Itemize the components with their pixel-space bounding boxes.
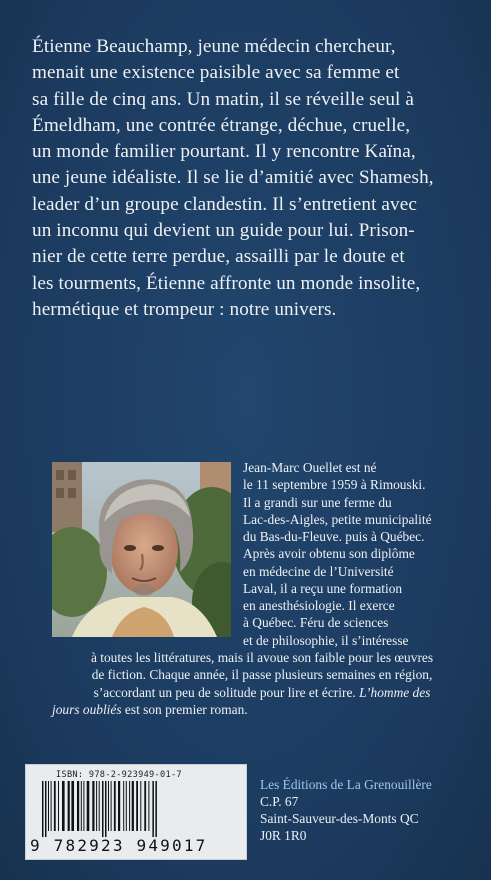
bio-line: Laval, il a reçu une formation	[243, 580, 403, 596]
barcode-bar	[155, 781, 157, 837]
barcode-bar	[45, 781, 47, 837]
isbn-digits: 9 782923 949017	[30, 836, 208, 855]
book-title: jours oubliés	[52, 701, 122, 717]
bio-line: Il a grandi sur une ferme du	[243, 494, 392, 510]
publisher-name: Les Éditions de La Grenouillère	[260, 777, 432, 792]
publisher-postal-code: J0R 1R0	[260, 828, 307, 843]
bio-line	[52, 701, 472, 718]
publisher-po-box: C.P. 67	[260, 794, 299, 809]
bio-line: en anesthésiologie. Il exerce	[243, 598, 395, 613]
barcode-bar	[58, 781, 59, 831]
barcode-bar	[77, 781, 79, 831]
bio-line: à Québec. Féru de sciences	[243, 615, 389, 631]
synopsis-line: Émeldham, une contrée étrange, déchue, cruelle,	[32, 114, 411, 136]
barcode-bar	[83, 781, 84, 831]
barcode-bar	[144, 781, 146, 831]
barcode-bar	[87, 781, 90, 831]
publisher-info	[260, 776, 480, 844]
synopsis	[32, 34, 468, 323]
synopsis-line: Étienne Beauchamp, jeune médecin chercheur,	[32, 36, 396, 57]
author-photo	[52, 462, 231, 637]
bio-line: Après avoir obtenu son diplôme	[243, 546, 415, 562]
barcode-bar	[48, 781, 49, 831]
barcode-bar	[126, 781, 127, 831]
synopsis-line: leader d’un groupe clandestin. Il s’entretient avec	[32, 193, 417, 215]
bio-text: est son premier roman.	[121, 701, 248, 717]
barcode-bar	[81, 781, 82, 831]
bio-line	[52, 684, 472, 701]
isbn-label: ISBN: 978-2-923949-01-7	[56, 770, 182, 780]
bio-line: Lac-des-Aigles, petite municipalité	[243, 511, 432, 527]
synopsis-line: menait une existence paisible avec sa femme et	[32, 62, 400, 84]
isbn-barcode	[25, 764, 247, 860]
barcode-bar	[140, 781, 141, 831]
barcode-bar	[62, 781, 65, 831]
barcode-bar	[114, 781, 116, 831]
synopsis-line: un inconnu qui devient un guide pour lui. Prison-	[32, 220, 415, 242]
barcode-bar	[54, 781, 56, 831]
barcode-bar	[68, 781, 70, 831]
author-bio-continued	[52, 649, 472, 718]
barcode-bar	[99, 781, 100, 831]
bio-line: en médecine de l’Université	[243, 563, 394, 579]
barcode-bar	[96, 781, 97, 831]
bio-line: et de philosophie, il s’intéresse	[243, 632, 409, 648]
barcode-bar	[105, 781, 107, 837]
synopsis-line: sa fille de cinq ans. Un matin, il se réveille seul à	[32, 88, 415, 110]
barcode-bars	[36, 781, 236, 837]
barcode-bar	[108, 781, 109, 831]
author-bio-side	[243, 459, 473, 649]
synopsis-line: un monde familier pourtant. Il y rencontre Kaïna,	[32, 141, 416, 163]
bio-text: s’accordant un peu de solitude pour lire et écrire.	[93, 684, 356, 700]
synopsis-line: les tourments, Étienne affronte un monde insolite,	[32, 272, 421, 294]
barcode-bar	[148, 781, 149, 831]
barcode-bar	[123, 781, 124, 831]
synopsis-line: nier de cette terre perdue, assailli par le doute et	[32, 246, 405, 268]
barcode-bar	[129, 781, 130, 831]
bio-line: Jean-Marc Ouellet est né	[243, 460, 377, 475]
bio-line: du Bas-du-Fleuve. puis à Québec.	[243, 529, 425, 544]
author-portrait-image	[52, 462, 231, 637]
barcode-bar	[71, 781, 74, 831]
bio-line: le 11 septembre 1959 à Rimouski.	[243, 477, 426, 493]
barcode-bar	[118, 781, 120, 831]
book-title: L’homme des	[359, 684, 431, 700]
barcode-bar	[152, 781, 154, 837]
bio-line: à toutes les littératures, mais il avoue son faible pour les œuvres	[90, 650, 434, 665]
publisher-city: Saint-Sauveur-des-Monts QC	[260, 811, 419, 826]
barcode-bar	[132, 781, 134, 831]
barcode-bar	[136, 781, 138, 831]
barcode-bar	[42, 781, 44, 837]
synopsis-line: une jeune idéaliste. Il se lie d’amitié avec Shamesh,	[32, 167, 434, 189]
barcode-bar	[111, 781, 112, 831]
synopsis-line: hermétique et trompeur : notre univers.	[32, 298, 337, 320]
barcode-bar	[92, 781, 94, 831]
bio-line: de fiction. Chaque année, il passe plusieurs semaines en région,	[91, 667, 433, 683]
barcode-bar	[102, 781, 104, 837]
barcode-bar	[51, 781, 52, 831]
